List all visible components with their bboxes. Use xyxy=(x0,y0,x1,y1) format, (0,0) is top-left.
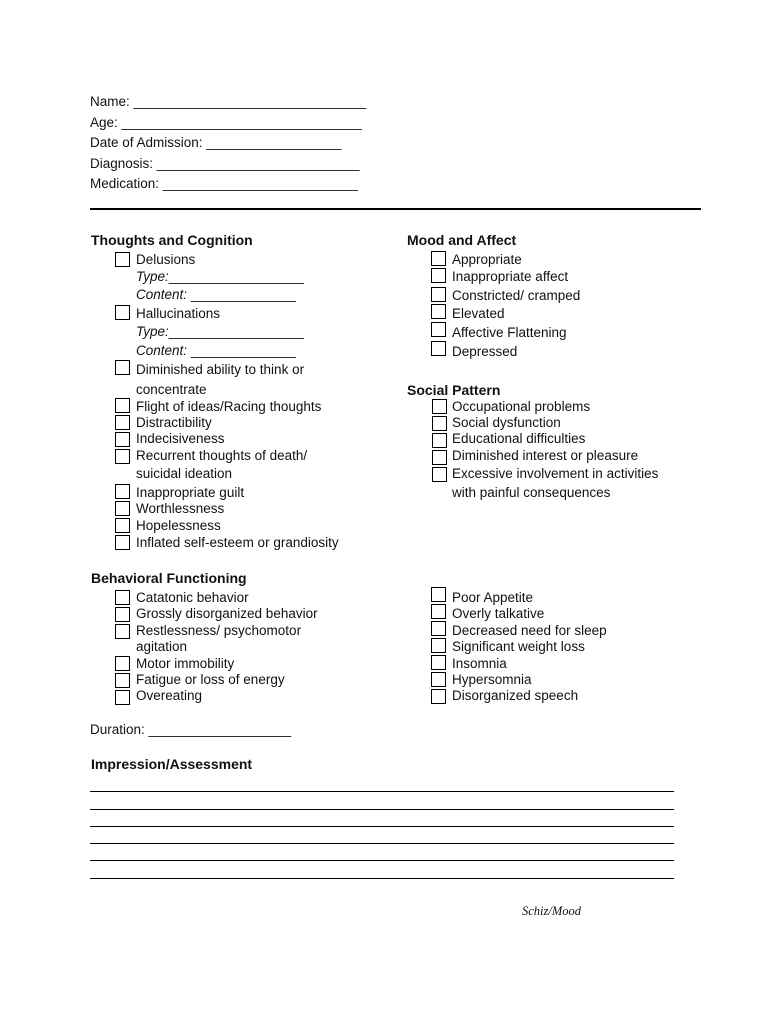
diagnosis-field[interactable]: Diagnosis: ___________________________ xyxy=(90,155,360,171)
overly-talkative-label: Overly talkative xyxy=(452,606,545,621)
grossly-disorganized-label: Grossly disorganized behavior xyxy=(136,606,318,621)
catatonic-label: Catatonic behavior xyxy=(136,590,249,605)
recurrent-thoughts-label-cont: suicidal ideation xyxy=(136,466,233,481)
affective-flattening-label: Affective Flattening xyxy=(452,325,567,340)
delusions-label: Delusions xyxy=(136,252,196,267)
restlessness-checkbox[interactable] xyxy=(115,624,130,639)
elevated-checkbox[interactable] xyxy=(431,304,446,319)
appropriate-label: Appropriate xyxy=(452,252,522,267)
disorganized-speech-checkbox[interactable] xyxy=(431,689,446,704)
worthlessness-label: Worthlessness xyxy=(136,501,225,516)
content-label: Content: xyxy=(136,287,188,302)
overeating-checkbox[interactable] xyxy=(115,690,130,705)
form-footer-label: Schiz/Mood xyxy=(522,904,582,918)
content-label: Content: xyxy=(136,343,188,358)
social-pattern-title: Social Pattern xyxy=(407,382,501,398)
weight-loss-label: Significant weight loss xyxy=(452,639,585,654)
motor-immobility-checkbox[interactable] xyxy=(115,656,130,671)
grossly-disorganized-checkbox[interactable] xyxy=(115,607,130,622)
motor-immobility-label: Motor immobility xyxy=(136,656,235,671)
disorganized-speech-label: Disorganized speech xyxy=(452,688,579,703)
impression-line[interactable] xyxy=(90,810,674,827)
fatigue-label: Fatigue or loss of energy xyxy=(136,672,285,687)
poor-appetite-label: Poor Appetite xyxy=(452,590,534,605)
weight-loss-checkbox[interactable] xyxy=(431,638,446,653)
delusions-type[interactable] xyxy=(136,269,304,285)
content-line: ______________ xyxy=(190,343,296,358)
excessive-involvement-label-cont: with painful consequences xyxy=(452,485,611,500)
distractibility-label: Distractibility xyxy=(136,415,212,430)
impression-assessment-title: Impression/Assessment xyxy=(91,756,253,772)
affective-flattening-checkbox[interactable] xyxy=(431,322,446,337)
type-label: Type: xyxy=(136,324,169,339)
recurrent-thoughts-checkbox[interactable] xyxy=(115,449,130,464)
indecisiveness-checkbox[interactable] xyxy=(115,432,130,447)
header-divider xyxy=(90,208,701,210)
decreased-need-sleep-label: Decreased need for sleep xyxy=(452,623,607,638)
elevated-label: Elevated xyxy=(452,306,505,321)
type-line: __________________ xyxy=(168,324,304,339)
flight-of-ideas-checkbox[interactable] xyxy=(115,398,130,413)
insomnia-label: Insomnia xyxy=(452,656,507,671)
hallucinations-label: Hallucinations xyxy=(136,306,221,321)
age-field[interactable]: Age: ________________________________ xyxy=(90,114,362,130)
impression-line[interactable] xyxy=(90,775,674,792)
occupational-problems-label: Occupational problems xyxy=(452,399,591,414)
excessive-involvement-label: Excessive involvement in activities xyxy=(452,466,659,481)
hypersomnia-label: Hypersomnia xyxy=(452,672,532,687)
social-dysfunction-checkbox[interactable] xyxy=(432,416,447,431)
inflated-self-esteem-checkbox[interactable] xyxy=(115,535,130,550)
inflated-self-esteem-label: Inflated self-esteem or grandiosity xyxy=(136,535,339,550)
impression-line[interactable] xyxy=(90,861,674,878)
diminished-ability-label-cont: concentrate xyxy=(136,382,207,397)
overeating-label: Overeating xyxy=(136,688,203,703)
educational-difficulties-label: Educational difficulties xyxy=(452,431,586,446)
constricted-label: Constricted/ cramped xyxy=(452,288,581,303)
restlessness-label: Restlessness/ psychomotor xyxy=(136,623,302,638)
fatigue-checkbox[interactable] xyxy=(115,673,130,688)
recurrent-thoughts-label: Recurrent thoughts of death/ xyxy=(136,448,308,463)
diminished-ability-checkbox[interactable] xyxy=(115,360,130,375)
thoughts-cognition-title: Thoughts and Cognition xyxy=(91,232,253,248)
name-field[interactable]: Name: _______________________________ xyxy=(90,94,367,109)
medication-field[interactable]: Medication: __________________________ xyxy=(90,176,358,191)
excessive-involvement-checkbox[interactable] xyxy=(432,467,447,482)
occupational-problems-checkbox[interactable] xyxy=(432,399,447,414)
hallucinations-type[interactable] xyxy=(136,324,304,340)
admission-date-field[interactable]: Date of Admission: __________________ xyxy=(90,135,342,150)
delusions-checkbox[interactable] xyxy=(115,252,130,267)
diminished-ability-label: Diminished ability to think or xyxy=(136,362,305,377)
decreased-need-sleep-checkbox[interactable] xyxy=(431,621,446,636)
poor-appetite-checkbox[interactable] xyxy=(431,587,446,602)
educational-difficulties-checkbox[interactable] xyxy=(432,433,447,448)
behavioral-functioning-title: Behavioral Functioning xyxy=(91,570,247,586)
inappropriate-affect-label: Inappropriate affect xyxy=(452,269,569,284)
patient-info xyxy=(90,92,366,195)
flight-of-ideas-label: Flight of ideas/Racing thoughts xyxy=(136,399,322,414)
diminished-interest-checkbox[interactable] xyxy=(432,450,447,465)
hopelessness-label: Hopelessness xyxy=(136,518,221,533)
type-line: __________________ xyxy=(168,269,304,284)
hallucinations-content[interactable] xyxy=(136,343,296,359)
diminished-interest-label: Diminished interest or pleasure xyxy=(452,448,639,463)
hypersomnia-checkbox[interactable] xyxy=(431,672,446,687)
insomnia-checkbox[interactable] xyxy=(431,655,446,670)
depressed-checkbox[interactable] xyxy=(431,341,446,356)
type-label: Type: xyxy=(136,269,169,284)
constricted-checkbox[interactable] xyxy=(431,287,446,302)
worthlessness-checkbox[interactable] xyxy=(115,501,130,516)
inappropriate-guilt-checkbox[interactable] xyxy=(115,484,130,499)
inappropriate-guilt-label: Inappropriate guilt xyxy=(136,485,245,500)
mood-affect-title: Mood and Affect xyxy=(407,232,517,248)
content-line: ______________ xyxy=(190,287,296,302)
duration-field[interactable]: Duration: ___________________ xyxy=(90,722,292,737)
inappropriate-affect-checkbox[interactable] xyxy=(431,268,446,283)
restlessness-label-cont: agitation xyxy=(136,639,188,654)
delusions-content[interactable] xyxy=(136,287,296,303)
indecisiveness-label: Indecisiveness xyxy=(136,431,225,446)
appropriate-checkbox[interactable] xyxy=(431,251,446,266)
depressed-label: Depressed xyxy=(452,344,518,359)
social-dysfunction-label: Social dysfunction xyxy=(452,415,561,430)
impression-line[interactable] xyxy=(90,844,674,861)
hallucinations-checkbox[interactable] xyxy=(115,305,130,320)
distractibility-checkbox[interactable] xyxy=(115,415,130,430)
impression-line[interactable] xyxy=(90,827,674,844)
impression-lines[interactable] xyxy=(90,775,674,879)
hopelessness-checkbox[interactable] xyxy=(115,518,130,533)
catatonic-checkbox[interactable] xyxy=(115,590,130,605)
impression-line[interactable] xyxy=(90,792,674,809)
overly-talkative-checkbox[interactable] xyxy=(431,604,446,619)
